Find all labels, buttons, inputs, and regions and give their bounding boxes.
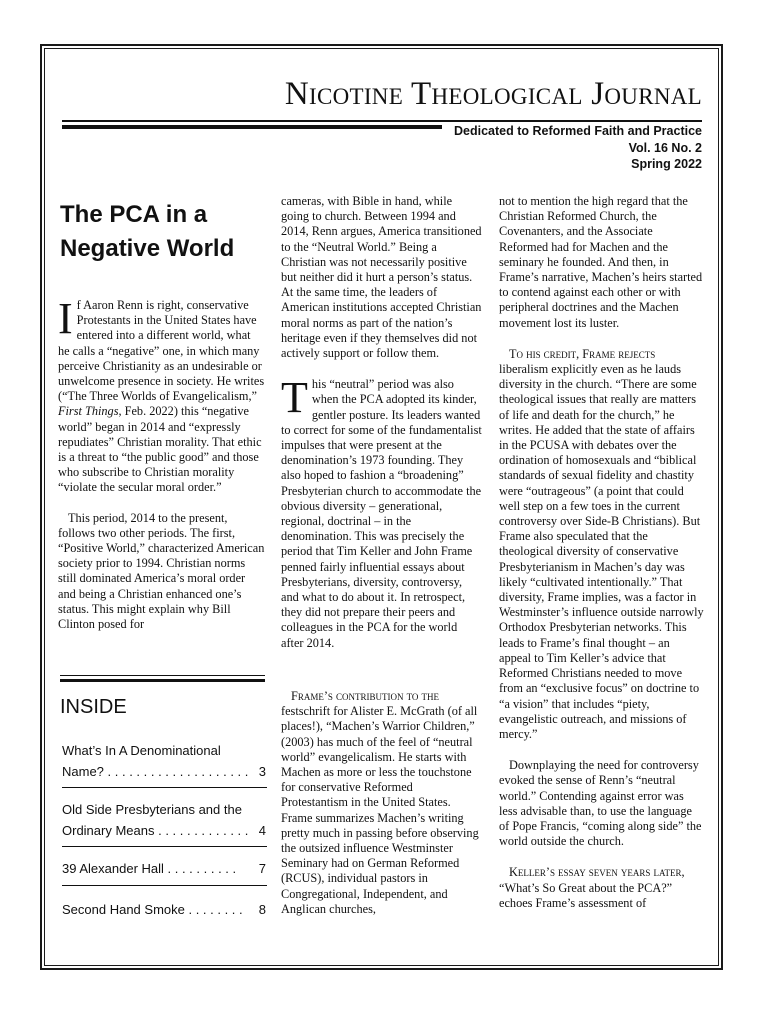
toc-divider [62, 885, 267, 886]
masthead-rule-thick [62, 125, 442, 129]
toc-page-number: 3 [258, 764, 266, 779]
paragraph: If Aaron Renn is right, conservative Protestants in the United States have entered into a different world, what he calls a “negative” one, in which many perceive Christianity as an undesirable or unwelcome presence in society. He writes (“The Three Worlds of Evangelicalism,” First Things, Feb. 2022) this “negative world” began in 2014 and “expressly repudiates” Christian morality. That ethic is a threat to “the public good” and those who subscribe to Christian morality “violate the secular moral order.” [58, 294, 265, 495]
tagline: Dedicated to Reformed Faith and Practice [454, 124, 702, 138]
volume: Vol. 16 No. 2 [628, 140, 702, 155]
issue-date: Spring 2022 [631, 157, 702, 171]
paragraph: not to mention the high regard that the Christian Reformed Church, the Covenanters, and the Associate Reformed had for Machen and the seminary he founded. And then, in Frame’s narrative, Machen’s heirs started to contend against each other or with peripheral doctrines and the Machen movement lost its luster. [499, 194, 703, 330]
journal-title: Nicotine Theological Journal [284, 76, 702, 112]
headline-line-2: Negative World [60, 235, 235, 262]
toc-item[interactable]: Old Side Presbyterians and the Ordinary Means . . . . . . . . . . . . . 4 [62, 799, 266, 841]
paragraph: To his credit, Frame rejects liberalism explicitly even as he lauds diversity in the church. “There are some theological issues that really are matters of life and death for the church,” he writes. He added that the state of affairs in the PCUSA with debates over the ordination of homosexuals and “biblical standards of sexual fidelity and chastity were “outrageous” (a point that could well step on a few toes in the current controversy over Side-B Christians). But Frame also speculated that the theological diversity of conservative Presbyterianism in Machen’s day was likely “cultivated intentionally.” That diversity, Frame implies, was a factor in Westminster’s influence outside narrowly Orthodox Presbyterian networks. This leads to Frame’s final thought – an appeal to Tim Keller’s advice that Reformed Christians needed to move from an “exclusive focus” on doctrine to “a vision” that includes “piety, evangelistic outreach, and missions of mercy.” [499, 346, 704, 741]
paragraph: This period, 2014 to the present, follows two other periods. The first, “Positive World,” characterized American society prior to 1994. Christian norms still dominated America’s moral order and being a Christian enhanced one’s status. This might explain why Bill Clinton posed for [58, 510, 265, 632]
toc-divider [62, 787, 267, 788]
article-column-2 [281, 194, 482, 917]
paragraph: cameras, with Bible in hand, while going to church. Between 1994 and 2014, Renn argues, America transitioned to the “Neutral World.” Being a Christian was not necessarily positive but neither did it hurt a person’s status. At the same time, the leaders of American institutions accepted Christian moral norms as part of the nation’s heritage even if they themselves did not actively support or follow them. [281, 194, 482, 361]
toc-item[interactable]: Second Hand Smoke . . . . . . . . 8 [62, 899, 266, 920]
article-column-3 [499, 194, 704, 911]
masthead-rule [62, 120, 702, 122]
inside-rule [60, 675, 265, 676]
inside-rule-thick [60, 679, 265, 682]
inside-title: INSIDE [60, 696, 127, 718]
masthead-info [454, 123, 702, 173]
toc-page-number: 4 [258, 823, 266, 838]
toc-item[interactable]: What’s In A Denominational Name? . . . . . . . . . . . . . . . . . . . . 3 [62, 740, 266, 782]
toc-page-number: 8 [258, 902, 266, 917]
toc-item[interactable]: 39 Alexander Hall . . . . . . . . . . 7 [62, 858, 266, 879]
toc-divider [62, 846, 267, 847]
toc-page-number: 7 [258, 861, 266, 876]
paragraph: Downplaying the need for controversy evoked the sense of Renn’s “neutral world.” Contending against error was less advisable than, to use the language of Pope Francis, “coming along side” the world outside the church. [499, 758, 702, 849]
article-column-1 [58, 294, 265, 632]
drop-cap: T [281, 373, 308, 423]
paragraph: Frame’s contribution to the festschrift for Alister E. McGrath (of all places!), “Machen’s Warrior Children,” (2003) has much of the feel of “neutral world” evangelicalism. He starts with Machen as more or less the touchstone for conservative Reformed Protestantism in the United States. Frame summarizes Machen’s writing pretty much in passing before observing the outsized influence Westminster Seminary had on German Reformed (RCUS), individual pastors in Congregational, Independent, and Anglican churches, [281, 688, 479, 916]
headline-line-1: The PCA in a [60, 201, 208, 228]
paragraph: Keller’s essay seven years later, “What’s So Great about the PCA?” echoes Frame’s assessment of [499, 865, 685, 910]
paragraph: This “neutral” period was also when the PCA adopted its kinder, gentler posture. Its leaders wanted to correct for some of the fundamentalist impulses that were present at the denomination’s 1973 founding. They also hoped to fashion a “broadening” Presbyterian church to accommodate the obvious diversity – generational, regional, doctrinal – in the denomination. This was precisely the period that Tim Keller and John Frame penned fairly influential essays about Presbyterians, diversity, controversy, and what to do about it. In retrospect, they did not prepare their peers and colleagues in the PCA for the world after 2014. [281, 373, 482, 650]
article-headline [60, 198, 270, 266]
drop-cap: I [58, 294, 73, 343]
